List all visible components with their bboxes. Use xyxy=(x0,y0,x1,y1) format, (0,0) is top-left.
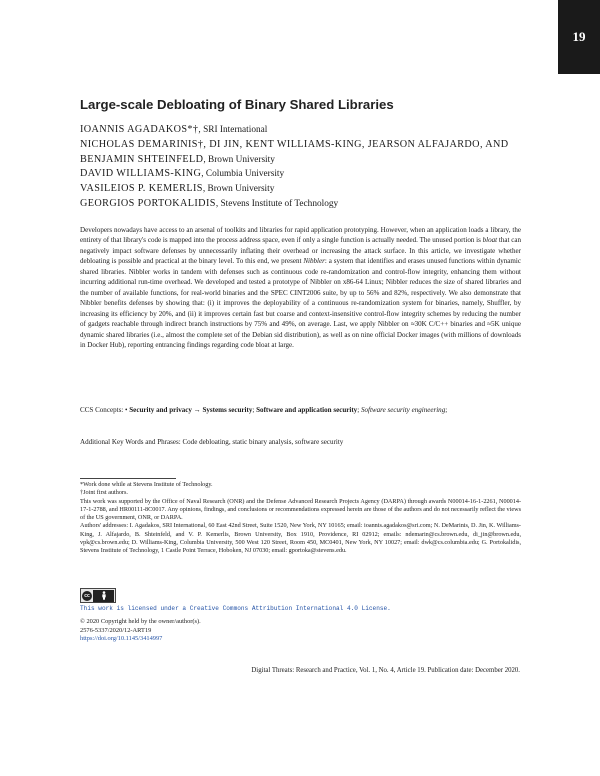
issn-line: 2576-5337/2020/12-ART19 xyxy=(80,626,152,634)
author-names: DAVID WILLIAMS-KING xyxy=(80,168,202,180)
creative-commons-icon: cc xyxy=(82,591,92,601)
license-link[interactable]: This work is licensed under a Creative Commons Attribution International 4.0 License. xyxy=(80,605,391,612)
footnotes xyxy=(80,481,521,556)
article-title: Large-scale Debloating of Binary Shared Libraries xyxy=(80,97,394,112)
copyright-line: © 2020 Copyright held by the owner/author(s). xyxy=(80,618,201,625)
author-line xyxy=(80,123,520,138)
author-names: IOANNIS AGADAKOS*† xyxy=(80,124,199,135)
ccs-concept: Security and privacy → Systems security xyxy=(129,406,253,414)
author-line xyxy=(80,182,520,197)
doi-link[interactable]: https://doi.org/10.1145/3414997 xyxy=(80,635,163,643)
footnote-joint-authors: †Joint first authors. xyxy=(80,489,128,497)
author-list xyxy=(80,123,520,212)
abstract-emphasis-bloat: bloat xyxy=(482,236,498,245)
abstract-text: : a system that identifies and erases unused functions within dynamic shared libraries. Nibbler works in tandem with defenses such as continuous code re-randomization and control-flow integrity, enhancing them without incurring additional run-time overhead. We developed and tested a prototype of Nibbler on x86-64 Linux; Nibbler reduces the size of shared libraries and the number of available functions, for real-world binaries and the SPEC CINT2006 suite, by up to 56% and 82%, respectively. We also demonstrate that Nibbler benefits defenses by showing that: (i) it improves the deployability of a continuous re-randomization system for binaries, namely, Shuffler, by increasing its efficiency by 20%, and (ii) it improves certain fast but coarse and context-insensitive control-flow integrity schemes by reducing the number of gadgets reachable through indirect branch instructions by 75% and 49%, on average. Last, we apply Nibbler on ≈30K C/C++ binaries and ≈5K unique dynamic shared libraries (i.e., almost the complete set of the Debian sid distribution), as well as on nine official Docker images (with millions of downloads in Docker Hub), reporting entrancing findings regarding code bloat at large. xyxy=(80,257,521,349)
author-line xyxy=(80,138,520,153)
ccs-concept: Software and application security xyxy=(256,406,358,414)
ccs-end: ; xyxy=(445,406,448,414)
funding-note: This work was supported by the Office of Naval Research (ONR) and the Defense Advanced Research Projects Agency (DARPA) through awards N00014-16-1-2261, N00014-17-1-2788, and HR00111-8C0017. Any opinions, findings, and conclusions or recommendations expressed herein are those of the authors and do not necessarily reflect the views of the US government, ONR, or DARPA. xyxy=(80,497,521,522)
author-affiliation: , Brown University xyxy=(202,184,275,195)
author-names: NICHOLAS DEMARINIS†, DI JIN, KENT WILLIAMS-KING, JEARSON ALFAJARDO, AND xyxy=(80,138,509,150)
footnote-work-done: *Work done while at Stevens Institute of Technology. xyxy=(80,481,213,488)
ccs-concept: Software security engineering xyxy=(360,406,446,414)
abstract-emphasis-nibbler: Nibbler xyxy=(303,257,325,266)
ccs-separator: ; xyxy=(252,406,257,414)
ccs-separator: ; xyxy=(357,406,361,414)
page-number-tab xyxy=(558,0,600,74)
cc-by-badge[interactable] xyxy=(80,588,116,603)
copyright-block xyxy=(80,618,201,644)
author-affiliation: , Columbia University xyxy=(201,169,285,180)
author-line xyxy=(80,167,520,182)
abstract-text: Developers nowadays have access to an arsenal of toolkits and libraries for rapid application prototyping. However, when an application loads a library, the entirety of that library's code is mapped into the process address space, even if only a single function is actually needed. The unused portion is xyxy=(80,226,521,245)
author-line xyxy=(80,153,520,168)
attribution-icon xyxy=(93,590,114,602)
abstract-text: that can negatively impact software defenses by unnecessarily inflating their overhead or increasing the attack surface. In this article, we investigate whether debloating is possible and practical at the binary level. To this end, we present xyxy=(80,236,521,266)
page-number: 19 xyxy=(572,29,586,44)
footnote-rule xyxy=(80,478,176,479)
person-icon xyxy=(100,591,108,600)
ccs-label: CCS Concepts: • xyxy=(80,406,130,414)
author-affiliation: , SRI International xyxy=(198,125,268,135)
author-affiliation: , Stevens Institute of Technology xyxy=(215,198,339,209)
author-names: VASILEIOS P. KEMERLIS xyxy=(80,183,203,195)
keywords: Additional Key Words and Phrases: Code debloating, static binary analysis, software security xyxy=(80,438,344,446)
author-line xyxy=(80,197,520,212)
ccs-concepts xyxy=(80,405,521,415)
running-footer: Digital Threats: Research and Practice, Vol. 1, No. 4, Article 19. Publication date: December 2020. xyxy=(251,667,520,674)
author-addresses: Authors' addresses: I. Agadakos, SRI International, 60 East 42nd Street, Suite 1520, New York, NY 10165; email: ioannis.agadakos@sri.com; N. DeMarinis, D. Jin, K. Williams-King, J. Alfajardo, B. Shteinfeld, and V. P. Kemerlis, Brown University, Box 1910, Providence, RI 02912; emails: ndemarin@cs.brown.edu, di_jin@brown.edu, vpk@cs.brown.edu; D. Williams-King, Columbia University, 500 West 120 Street, Room 450, MC0401, New York, NY 10027; email: dwk@cs.columbia.edu; G. Portokalidis, Stevens Institute of Technology, 1 Castle Point Terrace, Hoboken, NJ 07030; email: gportoka@stevens.edu. xyxy=(80,522,521,555)
author-affiliation: , Brown University xyxy=(203,154,275,165)
author-names: BENJAMIN SHTEINFELD xyxy=(80,153,204,165)
abstract xyxy=(80,225,521,350)
author-names: GEORGIOS PORTOKALIDIS xyxy=(80,197,216,209)
